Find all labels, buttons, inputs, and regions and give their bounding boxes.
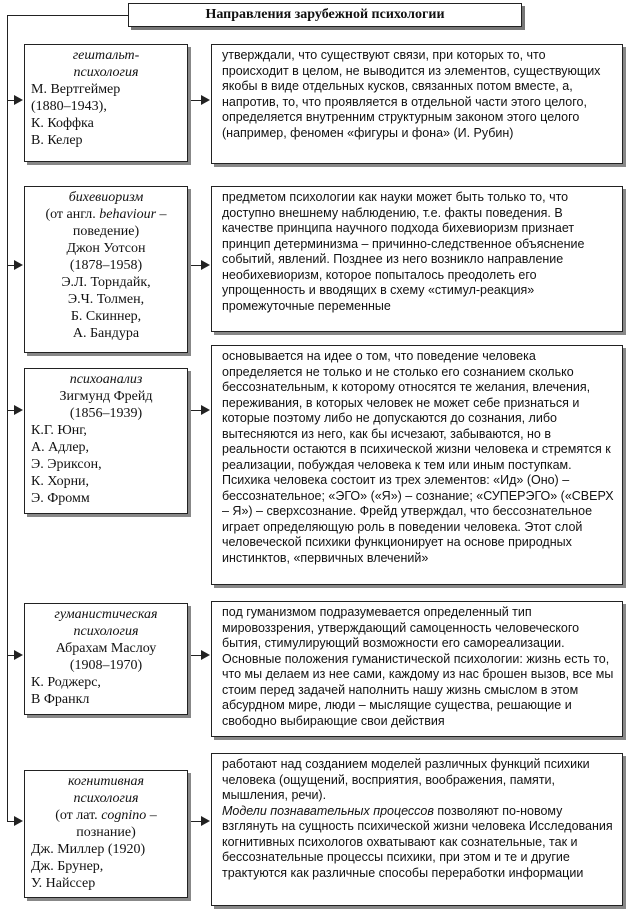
description-part: работают над созданием моделей различных функций психики человека (ощущений, восприятия, воображения, памяти, мышления, речи).	[222, 757, 590, 802]
school-title: гештальт-	[72, 48, 140, 63]
representative: Зигмунд Фрейд	[59, 389, 153, 404]
representative: Абрахам Маслоу	[55, 641, 157, 656]
arrow-right-icon	[201, 816, 210, 826]
etymology: поведение)	[72, 224, 140, 239]
representative: Э.Ч. Толмен,	[67, 292, 145, 307]
representative: К.Г. Юнг,	[31, 423, 87, 438]
description-part: позволяют по-новому взглянуть на сущность психической жизни человека Исследования когнитивных психологов охватывают как сознательные, так и бессознательные процессы психики, при этом и те и другие трактуются как различные способы переработки информации	[222, 803, 613, 880]
school-box-gestalt	[24, 44, 188, 162]
representative: (1908–1970)	[69, 658, 143, 673]
representative: (1880–1943),	[31, 99, 107, 114]
school-title: психоанализ	[69, 372, 143, 387]
school-title: когнитивная	[67, 774, 145, 789]
arrow-right-icon	[14, 95, 23, 105]
description-text: под гуманизмом подразумевается определенный тип мировоззрения, утверждающий самоценность человеческого бытия, стимулирующий возможности его самореализации. Основные положения гуманистической психологии: жизнь есть то, что мы делаем из нее сами, каждому из нас брошен вызов, все мы стоим перед задачей наполнить нашу жизнь смыслом в этом абсурдном мире, люди – мыслящие существа, решающие и свободно выбирающие свои действия	[222, 605, 614, 728]
etymology: (от лат. cognino –	[55, 808, 157, 823]
description-text	[222, 757, 614, 881]
header-connector	[7, 15, 128, 16]
representative: Э. Фромм	[31, 491, 90, 506]
description-box-psychoanalysis	[211, 345, 623, 585]
description-italic: Модели познавательных процессов	[222, 803, 434, 818]
representative: (1856–1939)	[69, 406, 143, 421]
description-text: утверждали, что существуют связи, при которых то, что происходит в целом, не выводится из элементов, существующих якобы в виде отдельных кусков, связанных потом вместе, а, напротив, то, что проявляется в отдельной части этого целого, определяется внутренним структурным законом этого целого (например, феномен «фигуры и фона» (И. Рубин)	[222, 48, 601, 140]
representative: В. Келер	[31, 133, 83, 148]
arrow-right-icon	[201, 650, 210, 660]
school-title: бихевиоризм	[68, 190, 144, 205]
arrow-right-icon	[14, 816, 23, 826]
school-box-cognitive	[24, 770, 188, 898]
description-box-cognitive	[211, 753, 623, 906]
arrow-right-icon	[14, 405, 23, 415]
representative: Дж. Миллер (1920)	[31, 842, 146, 857]
school-title: психология	[73, 791, 139, 806]
description-text: предметом психологии как науки может быть только то, что доступно внешнему наблюдению, т.е. факты поведения. В качестве принципа научного подхода бихевиоризм признает принцип детерминизма – причинно-следственное объяснение событий, явлений. Позднее из него возникло направление необихевиоризм, которое попыталось преодолеть его упрощенность и вводящих в схему «стимул-реакция» промежуточные переменные	[222, 190, 585, 313]
etymology: познание)	[76, 825, 136, 840]
description-box-humanistic	[211, 601, 623, 737]
school-box-humanistic	[24, 603, 188, 715]
representative: Б. Скиннер,	[70, 309, 142, 324]
representative: К. Хорни,	[31, 474, 90, 489]
representative: Э. Эриксон,	[31, 457, 102, 472]
representative: Э.Л. Торндайк,	[61, 275, 151, 290]
representative: У. Найссер	[31, 876, 96, 891]
representative: К. Роджерс,	[31, 675, 101, 690]
representative: К. Коффка	[31, 116, 94, 131]
representative: М. Вертгеймер	[31, 82, 121, 97]
school-title: психология	[73, 65, 139, 80]
page-title: Направления зарубежной психологии	[128, 3, 522, 27]
arrow-right-icon	[14, 650, 23, 660]
representative: В Франкл	[31, 692, 90, 707]
representative: (1878–1958)	[69, 258, 143, 273]
representative: Дж. Брунер,	[31, 859, 104, 874]
arrow-right-icon	[201, 405, 210, 415]
representative: А. Бандура	[72, 326, 140, 341]
description-text: основывается на идее о том, что поведение человека определяется не только и не столько его сознанием сколько бессознательным, к которому относятся те желания, влечения, переживания, в которых человек не может себе признаться и которые поэтому либо не допускаются до сознания, либо вытесняются из него, как бы исчезают, забываются, но в реальности остаются в психической жизни человека и стремятся к реализации, побуждая человека к тем или иным поступкам. Психика человека состоит из трех элементов: «Ид» (Оно) – бессознательное; «ЭГО» («Я») – сознание; «СУПЕРЭГО» («СВЕРХ – Я») – сверхсознание. Фрейд утверждал, что бессознательное играет определяющую роль в поведении человека. Этот слой человеческой психики функционирует на основе природных инстинктов, «первичных влечений»	[222, 349, 614, 565]
arrow-right-icon	[201, 95, 210, 105]
arrow-right-icon	[14, 260, 23, 270]
representative: А. Адлер,	[31, 440, 90, 455]
description-box-behaviorism	[211, 186, 623, 332]
etymology: (от англ. behaviour –	[45, 207, 167, 222]
trunk-line	[7, 15, 8, 821]
school-box-behaviorism	[24, 186, 188, 353]
representative: Джон Уотсон	[66, 241, 146, 256]
school-title: гуманистическая	[54, 607, 158, 622]
school-box-psychoanalysis	[24, 368, 188, 514]
description-box-gestalt	[211, 44, 623, 164]
arrow-right-icon	[201, 260, 210, 270]
school-title: психология	[73, 624, 139, 639]
